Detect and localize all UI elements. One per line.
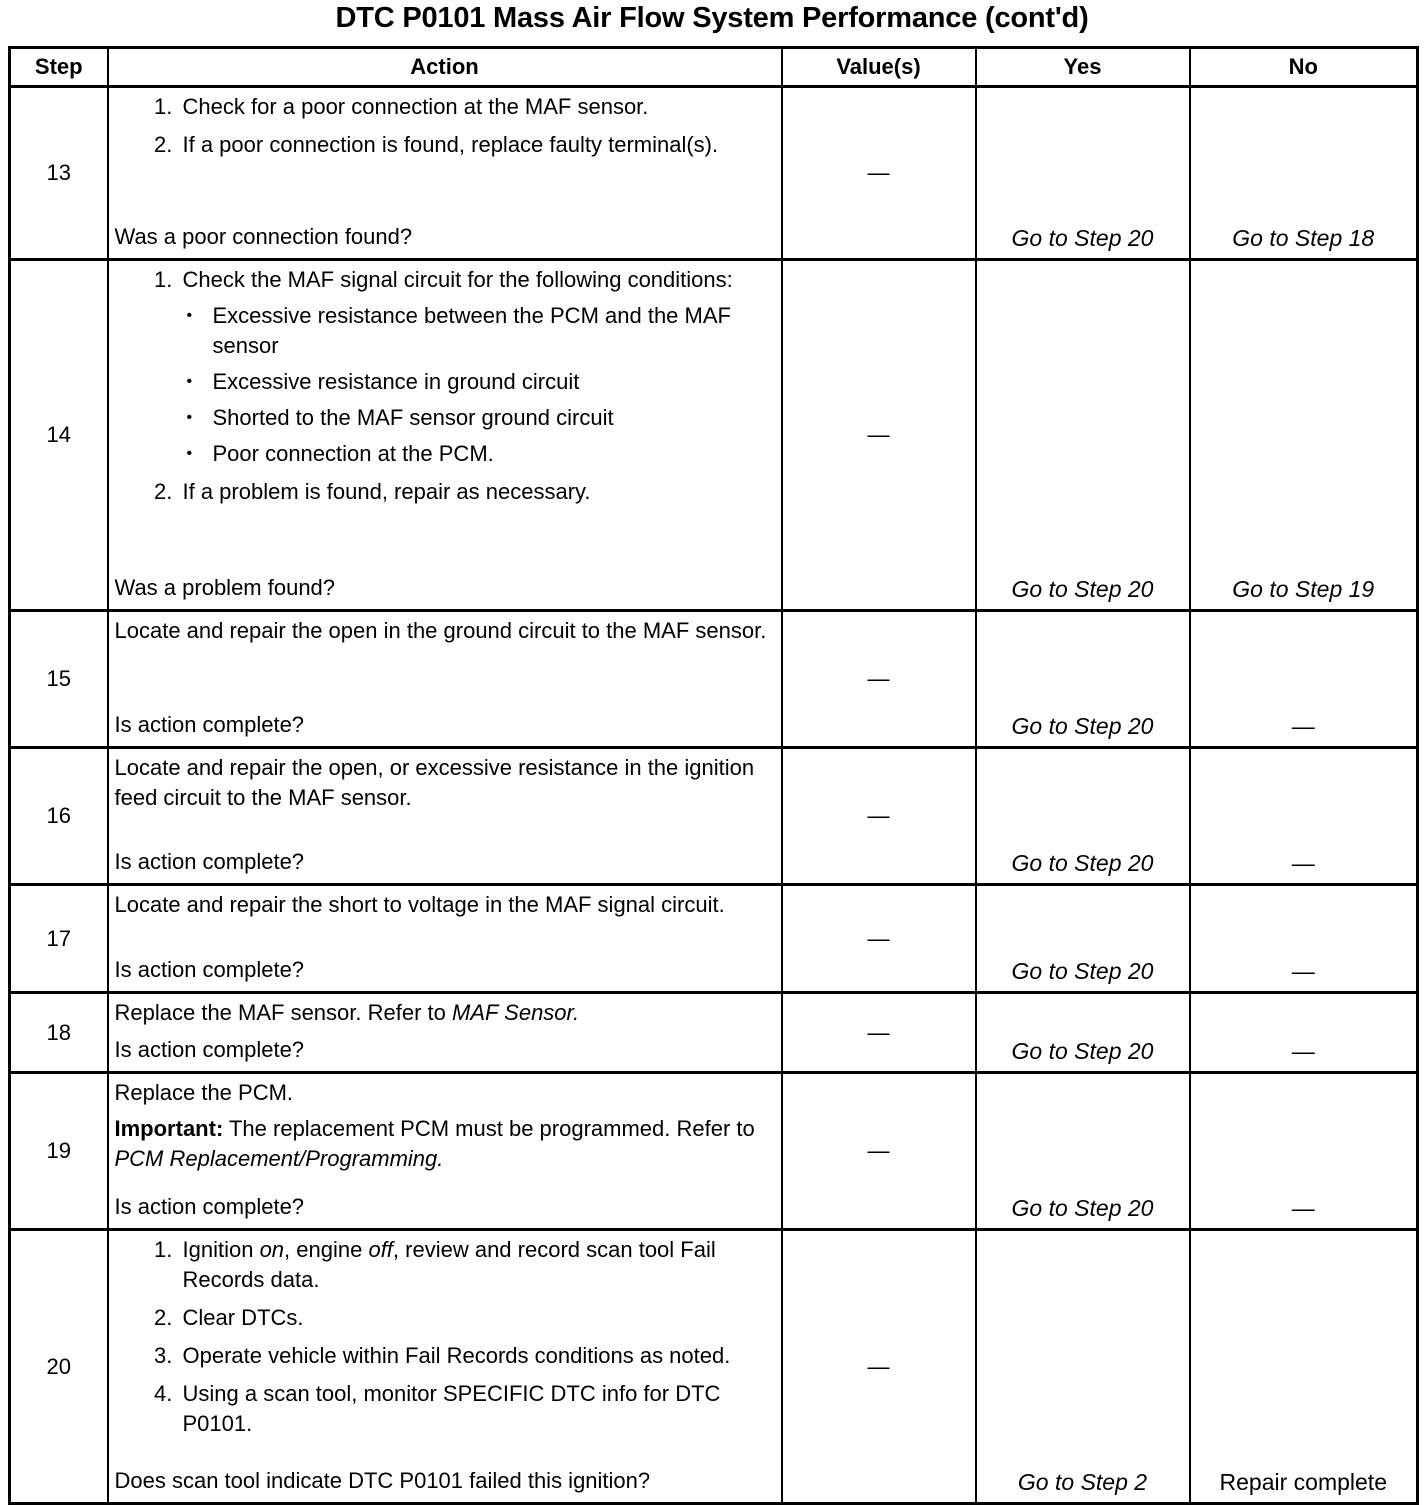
header-values: Value(s) bbox=[782, 48, 976, 87]
table-row bbox=[10, 993, 1418, 1073]
action-list bbox=[115, 92, 773, 160]
list-item-text: Check the MAF signal circuit for the following conditions: bbox=[182, 267, 733, 292]
step-number: 14 bbox=[10, 260, 108, 611]
action-question: Does scan tool indicate DTC P0101 failed this ignition? bbox=[114, 1468, 651, 1493]
table-row bbox=[10, 885, 1418, 993]
bullet-item: • Excessive resistance in ground circuit bbox=[213, 367, 773, 397]
action-text: Locate and repair the open in the ground circuit to the MAF sensor. bbox=[114, 618, 767, 643]
action-text: Locate and repair the short to voltage in the MAF signal circuit. bbox=[114, 892, 725, 917]
bullet-list bbox=[183, 301, 773, 469]
yes-cell: Go to Step 20 bbox=[976, 885, 1190, 993]
step-number: 15 bbox=[10, 611, 108, 748]
no-cell: — bbox=[1190, 993, 1418, 1073]
list-item: 2. Clear DTCs. bbox=[179, 1303, 773, 1333]
action-text: Replace the PCM. bbox=[114, 1080, 294, 1105]
table-row bbox=[10, 1073, 1418, 1230]
value-cell: — bbox=[782, 748, 976, 885]
table-row bbox=[10, 1230, 1418, 1504]
no-cell: — bbox=[1190, 1073, 1418, 1230]
value-cell: — bbox=[782, 993, 976, 1073]
value-cell: — bbox=[782, 260, 976, 611]
step-number: 13 bbox=[10, 87, 108, 260]
reference-link[interactable]: MAF Sensor. bbox=[452, 1000, 580, 1025]
no-cell: — bbox=[1190, 611, 1418, 748]
table-row bbox=[10, 611, 1418, 748]
value-cell: — bbox=[782, 1230, 976, 1504]
bullet-item: • Shorted to the MAF sensor ground circuit bbox=[213, 403, 773, 433]
action-cell bbox=[108, 87, 782, 260]
text-part: on bbox=[259, 1237, 285, 1262]
text-part: , engine bbox=[284, 1237, 369, 1262]
yes-cell: Go to Step 20 bbox=[976, 748, 1190, 885]
important-text: The replacement PCM must be programmed. Refer to bbox=[223, 1116, 755, 1141]
yes-cell: Go to Step 2 bbox=[976, 1230, 1190, 1504]
action-question: Is action complete? bbox=[114, 1194, 305, 1219]
action-text bbox=[115, 998, 773, 1028]
list-item bbox=[179, 1235, 773, 1295]
list-item bbox=[179, 265, 773, 469]
action-cell bbox=[108, 885, 782, 993]
action-list bbox=[115, 1235, 773, 1439]
diagnostic-table bbox=[8, 46, 1419, 1505]
action-cell bbox=[108, 1073, 782, 1230]
step-number: 20 bbox=[10, 1230, 108, 1504]
reference-link[interactable]: PCM Replacement/Programming. bbox=[114, 1146, 444, 1171]
important-note bbox=[115, 1114, 773, 1174]
header-yes: Yes bbox=[976, 48, 1190, 87]
yes-cell: Go to Step 20 bbox=[976, 1073, 1190, 1230]
bullet-item: • Excessive resistance between the PCM and the MAF sensor bbox=[213, 301, 773, 361]
list-item: 3. Operate vehicle within Fail Records conditions as noted. bbox=[179, 1341, 773, 1371]
table-row bbox=[10, 87, 1418, 260]
list-item: 1. Check for a poor connection at the MAF sensor. bbox=[179, 92, 773, 122]
step-number: 16 bbox=[10, 748, 108, 885]
action-cell bbox=[108, 1230, 782, 1504]
header-action: Action bbox=[108, 48, 782, 87]
value-cell: — bbox=[782, 611, 976, 748]
text-part: Ignition bbox=[182, 1237, 260, 1262]
yes-cell: Go to Step 20 bbox=[976, 611, 1190, 748]
header-step: Step bbox=[10, 48, 108, 87]
value-cell: — bbox=[782, 87, 976, 260]
action-cell bbox=[108, 611, 782, 748]
action-question: Is action complete? bbox=[114, 712, 305, 737]
header-no: No bbox=[1190, 48, 1418, 87]
action-question: Is action complete? bbox=[114, 849, 305, 874]
value-cell: — bbox=[782, 885, 976, 993]
text-part: , review and record scan tool Fail Records data. bbox=[182, 1237, 716, 1292]
list-item: 2. If a problem is found, repair as necessary. bbox=[179, 477, 773, 507]
action-text-main: Replace the MAF sensor. Refer to bbox=[114, 1000, 452, 1025]
yes-cell: Go to Step 20 bbox=[976, 260, 1190, 611]
bullet-item: • Poor connection at the PCM. bbox=[213, 439, 773, 469]
yes-cell: Go to Step 20 bbox=[976, 993, 1190, 1073]
action-cell bbox=[108, 993, 782, 1073]
important-label: Important: bbox=[114, 1116, 224, 1141]
header-row bbox=[10, 48, 1418, 87]
no-cell: — bbox=[1190, 885, 1418, 993]
no-cell: Go to Step 19 bbox=[1190, 260, 1418, 611]
action-cell bbox=[108, 260, 782, 611]
step-number: 17 bbox=[10, 885, 108, 993]
list-item: 4. Using a scan tool, monitor SPECIFIC DTC info for DTC P0101. bbox=[179, 1379, 773, 1439]
table-row bbox=[10, 260, 1418, 611]
action-text: Locate and repair the open, or excessive resistance in the ignition feed circuit to the MAF sensor. bbox=[114, 755, 755, 810]
step-number: 19 bbox=[10, 1073, 108, 1230]
action-cell bbox=[108, 748, 782, 885]
text-part: off bbox=[368, 1237, 393, 1262]
no-cell: Repair complete bbox=[1190, 1230, 1418, 1504]
yes-cell: Go to Step 20 bbox=[976, 87, 1190, 260]
no-cell: Go to Step 18 bbox=[1190, 87, 1418, 260]
action-list bbox=[115, 265, 773, 507]
no-cell: — bbox=[1190, 748, 1418, 885]
action-question: Was a poor connection found? bbox=[114, 224, 413, 249]
value-cell: — bbox=[782, 1073, 976, 1230]
table-row bbox=[10, 748, 1418, 885]
step-number: 18 bbox=[10, 993, 108, 1073]
page-title: DTC P0101 Mass Air Flow System Performance (cont'd) bbox=[335, 2, 1089, 34]
action-question: Is action complete? bbox=[114, 957, 305, 982]
list-item: 2. If a poor connection is found, replace faulty terminal(s). bbox=[179, 130, 773, 160]
action-question: Was a problem found? bbox=[114, 575, 336, 600]
action-question: Is action complete? bbox=[114, 1037, 305, 1062]
